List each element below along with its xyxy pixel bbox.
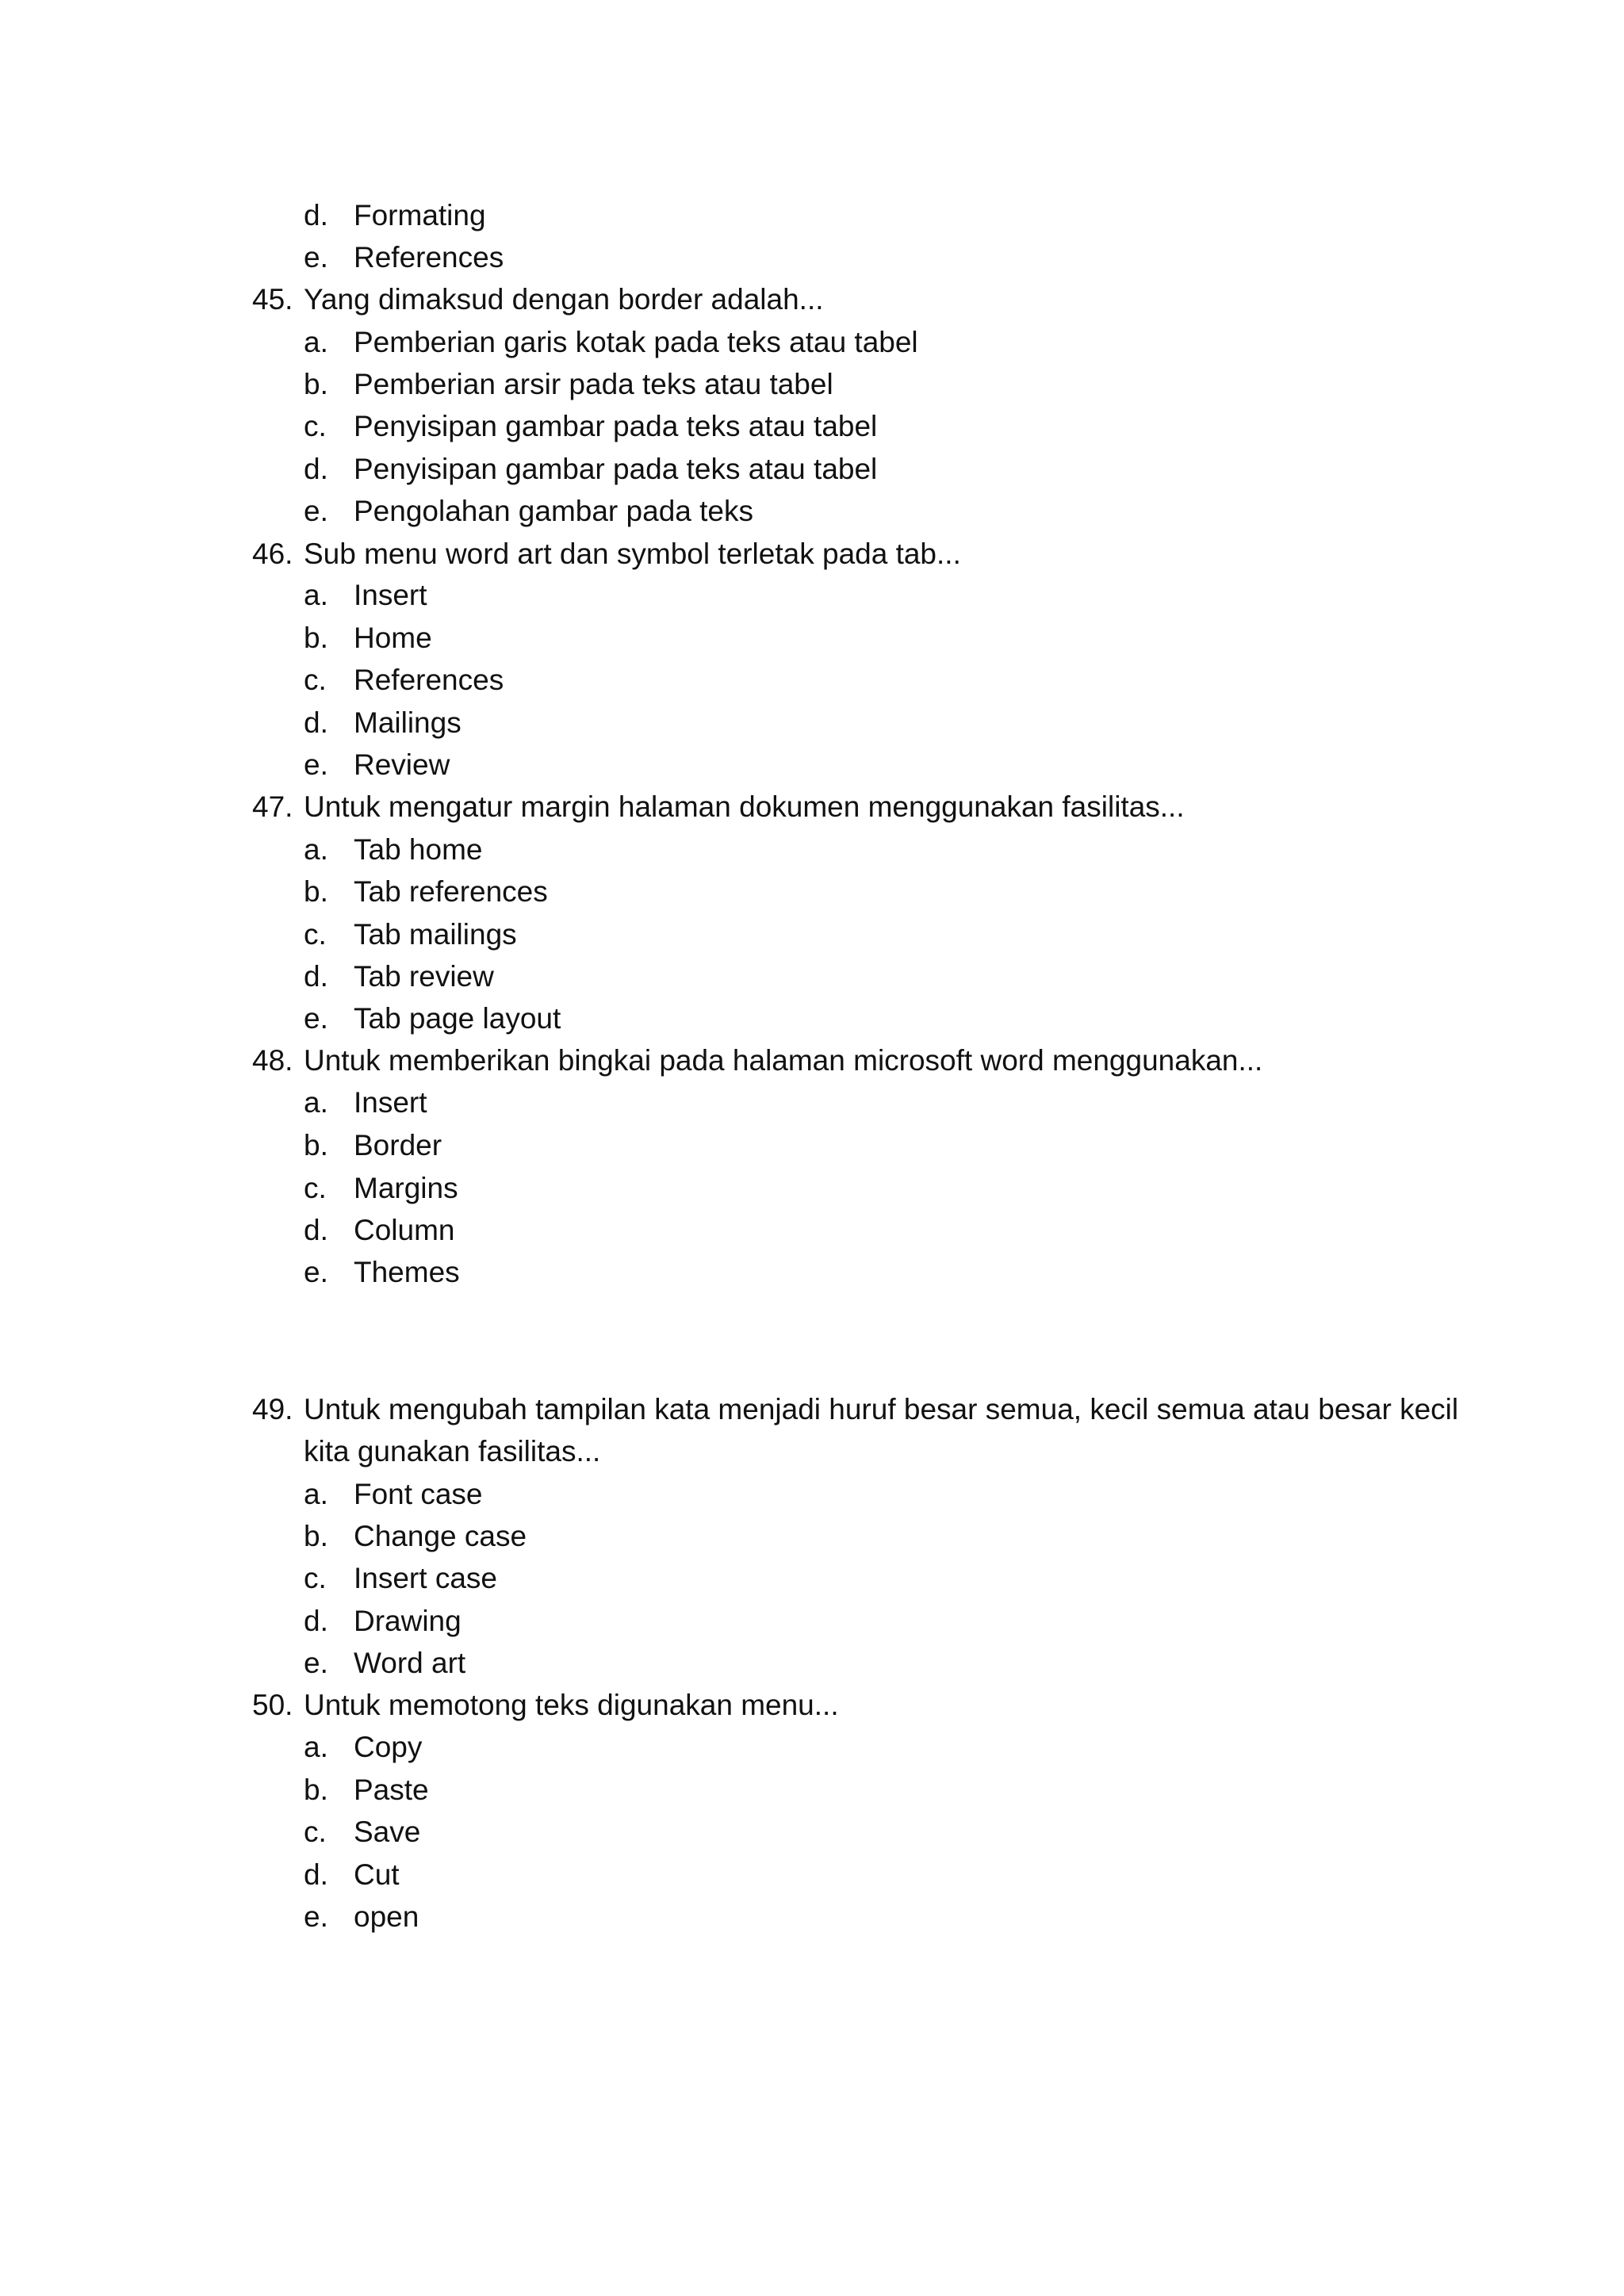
question-text: Untuk mengatur margin halaman dokumen menggunakan fasilitas... [304, 790, 1185, 823]
question-text: kita gunakan fasilitas... [304, 1435, 601, 1468]
question-text: Untuk memotong teks digunakan menu... [304, 1689, 839, 1721]
option-text: Insert case [354, 1562, 497, 1594]
option-letter: e. [304, 241, 328, 274]
question-number: 47. [252, 790, 293, 823]
option-text: Mailings [354, 706, 462, 739]
option-text: Cut [354, 1858, 400, 1891]
question-text: Untuk memberikan bingkai pada halaman microsoft word menggunakan... [304, 1044, 1263, 1077]
option-letter: d. [304, 199, 328, 232]
option-letter: e. [304, 495, 328, 527]
option-letter: d. [304, 1214, 328, 1246]
option-text: Tab references [354, 875, 548, 908]
option-text: Copy [354, 1731, 423, 1763]
option-text: Formating [354, 199, 486, 232]
option-letter: e. [304, 748, 328, 781]
option-text: Pemberian garis kotak pada teks atau tabel [354, 326, 918, 358]
option-text: Change case [354, 1520, 527, 1552]
option-text: Review [354, 748, 450, 781]
option-text: Save [354, 1816, 421, 1848]
option-text: Margins [354, 1172, 458, 1204]
option-letter: e. [304, 1900, 328, 1933]
question-text: Yang dimaksud dengan border adalah... [304, 283, 824, 316]
option-letter: a. [304, 1086, 328, 1119]
option-letter: b. [304, 875, 328, 908]
option-letter: d. [304, 960, 328, 993]
option-text: Themes [354, 1256, 460, 1288]
option-text: Border [354, 1129, 442, 1161]
option-text: Word art [354, 1647, 466, 1679]
option-text: open [354, 1900, 419, 1933]
question-text: Untuk mengubah tampilan kata menjadi huruf besar semua, kecil semua atau besar kecil [304, 1393, 1459, 1425]
option-letter: a. [304, 579, 328, 611]
option-letter: e. [304, 1256, 328, 1288]
option-text: Tab page layout [354, 1002, 561, 1035]
option-letter: b. [304, 1520, 328, 1552]
option-text: Insert [354, 579, 427, 611]
option-letter: a. [304, 1478, 328, 1510]
question-text: Sub menu word art dan symbol terletak pada tab... [304, 538, 961, 570]
option-letter: b. [304, 622, 328, 654]
option-letter: c. [304, 1816, 327, 1848]
question-number: 45. [252, 283, 293, 316]
option-letter: c. [304, 410, 327, 442]
option-letter: b. [304, 1774, 328, 1806]
option-letter: e. [304, 1002, 328, 1035]
option-text: Tab review [354, 960, 494, 993]
question-number: 49. [252, 1393, 293, 1425]
option-text: References [354, 664, 504, 696]
question-number: 50. [252, 1689, 293, 1721]
option-letter: b. [304, 368, 328, 400]
question-number: 48. [252, 1044, 293, 1077]
question-number: 46. [252, 538, 293, 570]
option-text: Column [354, 1214, 455, 1246]
option-letter: a. [304, 833, 328, 866]
option-text: Paste [354, 1774, 429, 1806]
option-text: References [354, 241, 504, 274]
option-letter: a. [304, 1731, 328, 1763]
option-text: Tab mailings [354, 918, 517, 951]
option-text: Pemberian arsir pada teks atau tabel [354, 368, 833, 400]
option-text: Tab home [354, 833, 483, 866]
option-text: Drawing [354, 1605, 462, 1637]
option-letter: c. [304, 1172, 327, 1204]
option-letter: d. [304, 1858, 328, 1891]
option-letter: c. [304, 1562, 327, 1594]
option-letter: c. [304, 918, 327, 951]
option-letter: e. [304, 1647, 328, 1679]
option-letter: c. [304, 664, 327, 696]
option-text: Penyisipan gambar pada teks atau tabel [354, 453, 878, 485]
option-letter: a. [304, 326, 328, 358]
option-letter: b. [304, 1129, 328, 1161]
option-letter: d. [304, 706, 328, 739]
option-text: Penyisipan gambar pada teks atau tabel [354, 410, 878, 442]
option-letter: d. [304, 1605, 328, 1637]
option-letter: d. [304, 453, 328, 485]
option-text: Home [354, 622, 432, 654]
option-text: Font case [354, 1478, 483, 1510]
option-text: Insert [354, 1086, 427, 1119]
option-text: Pengolahan gambar pada teks [354, 495, 753, 527]
